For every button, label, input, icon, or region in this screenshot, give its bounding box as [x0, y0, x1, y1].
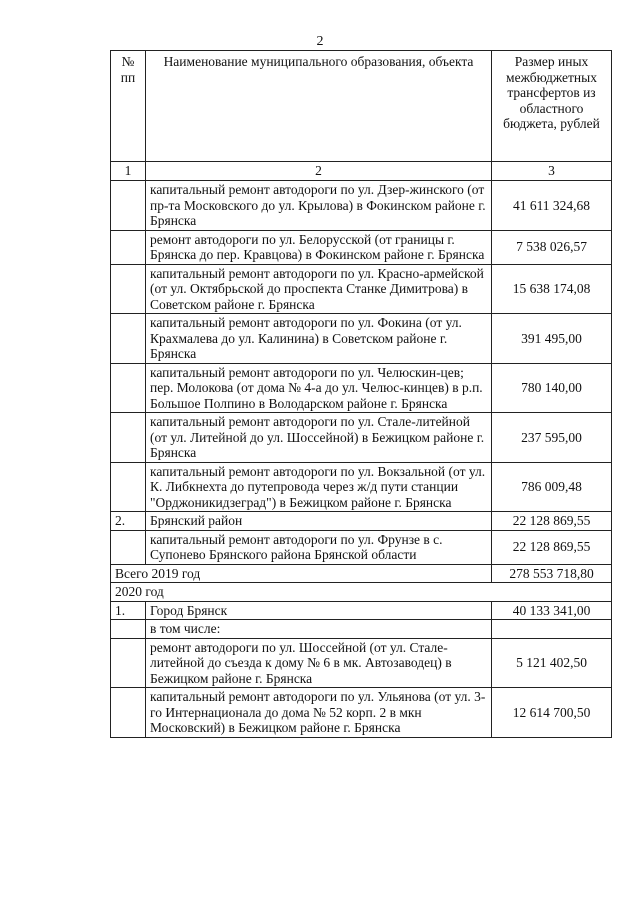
row-amount: 237 595,00 — [492, 413, 612, 463]
table-row — [111, 530, 612, 564]
table-row — [111, 638, 612, 688]
row-name: капитальный ремонт автодороги по ул. Ульянова (от ул. 3-го Интернационала до дома № 52 корп. 2 в мкн Московский) в Бежицком районе г. Брянска — [146, 688, 492, 738]
total-label: Всего 2019 год — [111, 564, 492, 583]
row-name: капитальный ремонт автодороги по ул. Вокзальной (от ул. К. Либкнехта до путепровода через ж/д пути станции "Орджоникидзеград") в Бежицком районе г. Брянска — [146, 462, 492, 512]
table-row — [111, 688, 612, 738]
transfers-table-wrapper — [110, 50, 611, 738]
header-name: Наименование муниципального образования, объекта — [146, 51, 492, 162]
row-amount: 40 133 341,00 — [492, 601, 612, 620]
row-name: ремонт автодороги по ул. Шоссейной (от ул. Стале-литейной до съезда к дому № 6 в мк. Автозаводец) в Бежицком районе г. Брянска — [146, 638, 492, 688]
row-amount: 391 495,00 — [492, 314, 612, 364]
table-row — [111, 314, 612, 364]
row-amount: 22 128 869,55 — [492, 512, 612, 531]
column-number: 1 — [111, 162, 146, 181]
table-row — [111, 230, 612, 264]
row-name: Брянский район — [146, 512, 492, 531]
row-number: 2. — [111, 512, 146, 531]
row-number — [111, 688, 146, 738]
table-row — [111, 363, 612, 413]
section-row — [111, 583, 612, 602]
total-amount: 278 553 718,80 — [492, 564, 612, 583]
column-number: 2 — [146, 162, 492, 181]
row-name: капитальный ремонт автодороги по ул. Челюскин-цев; пер. Молокова (от дома № 4-а до ул. Челюс-кинцев) в р.п. Большое Полпино в Володарском районе г. Брянска — [146, 363, 492, 413]
row-name: капитальный ремонт автодороги по ул. Красно-армейской (от ул. Октябрьской до проспекта Станке Димитрова) в Советском районе г. Брянска — [146, 264, 492, 314]
column-number: 3 — [492, 162, 612, 181]
row-number — [111, 181, 146, 231]
row-number — [111, 413, 146, 463]
section-label: 2020 год — [111, 583, 612, 602]
row-amount: 12 614 700,50 — [492, 688, 612, 738]
table-row — [111, 413, 612, 463]
row-number — [111, 638, 146, 688]
row-name: капитальный ремонт автодороги по ул. Дзер-жинского (от пр-та Московского до ул. Крылова) в Фокинском районе г. Брянска — [146, 181, 492, 231]
row-amount: 780 140,00 — [492, 363, 612, 413]
row-name: ремонт автодороги по ул. Белорусской (от границы г. Брянска до пер. Кравцова) в Фокинском районе г. Брянска — [146, 230, 492, 264]
column-number-row — [111, 162, 612, 181]
row-amount: 41 611 324,68 — [492, 181, 612, 231]
row-name: Город Брянск — [146, 601, 492, 620]
row-name: капитальный ремонт автодороги по ул. Стале-литейной (от ул. Литейной до ул. Шоссейной) в Бежицком районе г. Брянска — [146, 413, 492, 463]
row-name: капитальный ремонт автодороги по ул. Фокина (от ул. Крахмалева до ул. Калинина) в Советском районе г. Брянска — [146, 314, 492, 364]
row-amount: 786 009,48 — [492, 462, 612, 512]
row-name: в том числе: — [146, 620, 492, 639]
table-row — [111, 620, 612, 639]
row-number — [111, 363, 146, 413]
table-row — [111, 512, 612, 531]
row-amount: 5 121 402,50 — [492, 638, 612, 688]
row-number — [111, 264, 146, 314]
row-number: 1. — [111, 601, 146, 620]
total-row — [111, 564, 612, 583]
row-number — [111, 462, 146, 512]
row-number — [111, 530, 146, 564]
row-amount: 22 128 869,55 — [492, 530, 612, 564]
page-number: 2 — [316, 34, 324, 49]
row-number — [111, 620, 146, 639]
header-amount: Размер иных межбюджетных трансфертов из областного бюджета, рублей — [492, 51, 612, 162]
row-amount: 7 538 026,57 — [492, 230, 612, 264]
row-number — [111, 314, 146, 364]
table-row — [111, 601, 612, 620]
table-header-row — [111, 51, 612, 162]
row-number — [111, 230, 146, 264]
table-row — [111, 462, 612, 512]
table-row — [111, 264, 612, 314]
table-body — [111, 181, 612, 738]
row-amount — [492, 620, 612, 639]
header-number: № пп — [111, 51, 146, 162]
table-row — [111, 181, 612, 231]
row-name: капитальный ремонт автодороги по ул. Фрунзе в с. Супонево Брянского района Брянской области — [146, 530, 492, 564]
transfers-table — [110, 50, 612, 738]
row-amount: 15 638 174,08 — [492, 264, 612, 314]
